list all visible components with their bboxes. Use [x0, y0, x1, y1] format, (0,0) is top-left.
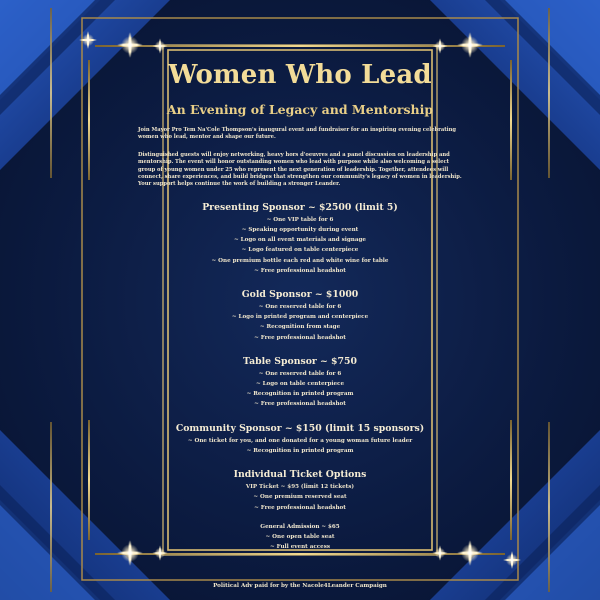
- ticket-options: [138, 469, 462, 552]
- tier-item: ~ Free professional headshot: [254, 267, 346, 274]
- tier-item: ~ One open table seat: [265, 533, 335, 540]
- description-paragraph: Distinguished guests will enjoy networking, heavy hors d'oeuvres and a panel discussion on leadership and mentorship. The event will honor outstanding women who lead with purpose while also welcoming a select group of young women under 25 who represent the next generation of leadership. Together, attendees will connect, share experiences, and build bridges that strengthen our community's legacy of women in leadership. Your support helps continue the work of building a stronger Leander.: [138, 151, 462, 188]
- tier-item: ~ Free professional headshot: [254, 401, 346, 408]
- intro-paragraph: Join Mayor Pro Tem Na'Cole Thompson's inaugural event and fundraiser for an inspiring evening celebrating women who lead, mentor and shape our future.: [138, 127, 457, 141]
- tier-item: ~ Logo on table centerpiece: [255, 381, 345, 388]
- tier-item: ~ Free professional headshot: [254, 334, 346, 341]
- tier-item: ~ Logo in printed program and centerpiece: [231, 314, 369, 321]
- tickets-title: Individual Ticket Options: [233, 469, 367, 481]
- tier-item: ~ Full event access: [269, 543, 331, 550]
- general-admission-label: General Admission ~ $65: [260, 523, 340, 530]
- tier-item: ~ One premium reserved seat: [253, 494, 347, 501]
- tier-item: ~ One VIP table for 6: [266, 216, 334, 223]
- tier-item: ~ One premium bottle each red and white wine for table: [211, 257, 389, 264]
- tier-title: Gold Sponsor ~ $1000: [241, 289, 359, 301]
- tier-title: Table Sponsor ~ $750: [243, 355, 357, 367]
- tier-item: ~ Recognition in printed program: [246, 447, 354, 454]
- tier-item: ~ Logo featured on table centerpiece: [241, 247, 359, 254]
- tier-item: ~ Recognition from stage: [259, 324, 341, 331]
- tier-table: [138, 356, 462, 410]
- page-title: Women Who Lead: [168, 60, 432, 90]
- vip-ticket-label: VIP Ticket ~ $95 (limit 12 tickets): [245, 484, 355, 491]
- tier-title: Presenting Sponsor ~ $2500 (limit 5): [202, 201, 398, 213]
- tier-presenting: [138, 202, 462, 276]
- tier-item: ~ One reserved table for 6: [258, 370, 342, 377]
- political-disclaimer: Political Adv paid for by the Nacole4Leander Campaign: [213, 583, 387, 589]
- tier-item: ~ One reserved table for 6: [258, 304, 342, 311]
- tier-item: ~ One ticket for you, and one donated for a young woman future leader: [187, 437, 413, 444]
- tier-gold: [138, 289, 462, 343]
- tier-item: ~ Speaking opportunity during event: [241, 227, 359, 234]
- tier-community: [138, 423, 462, 456]
- tier-title: Community Sponsor ~ $150 (limit 15 sponsors): [175, 422, 425, 434]
- tier-item: ~ Logo on all event materials and signage: [234, 237, 366, 244]
- tier-item: ~ Recognition in printed program: [246, 391, 354, 398]
- flyer-content: [138, 60, 462, 552]
- page-subtitle: An Evening of Legacy and Mentorship: [166, 102, 434, 117]
- tier-item: ~ Free professional headshot: [254, 504, 346, 511]
